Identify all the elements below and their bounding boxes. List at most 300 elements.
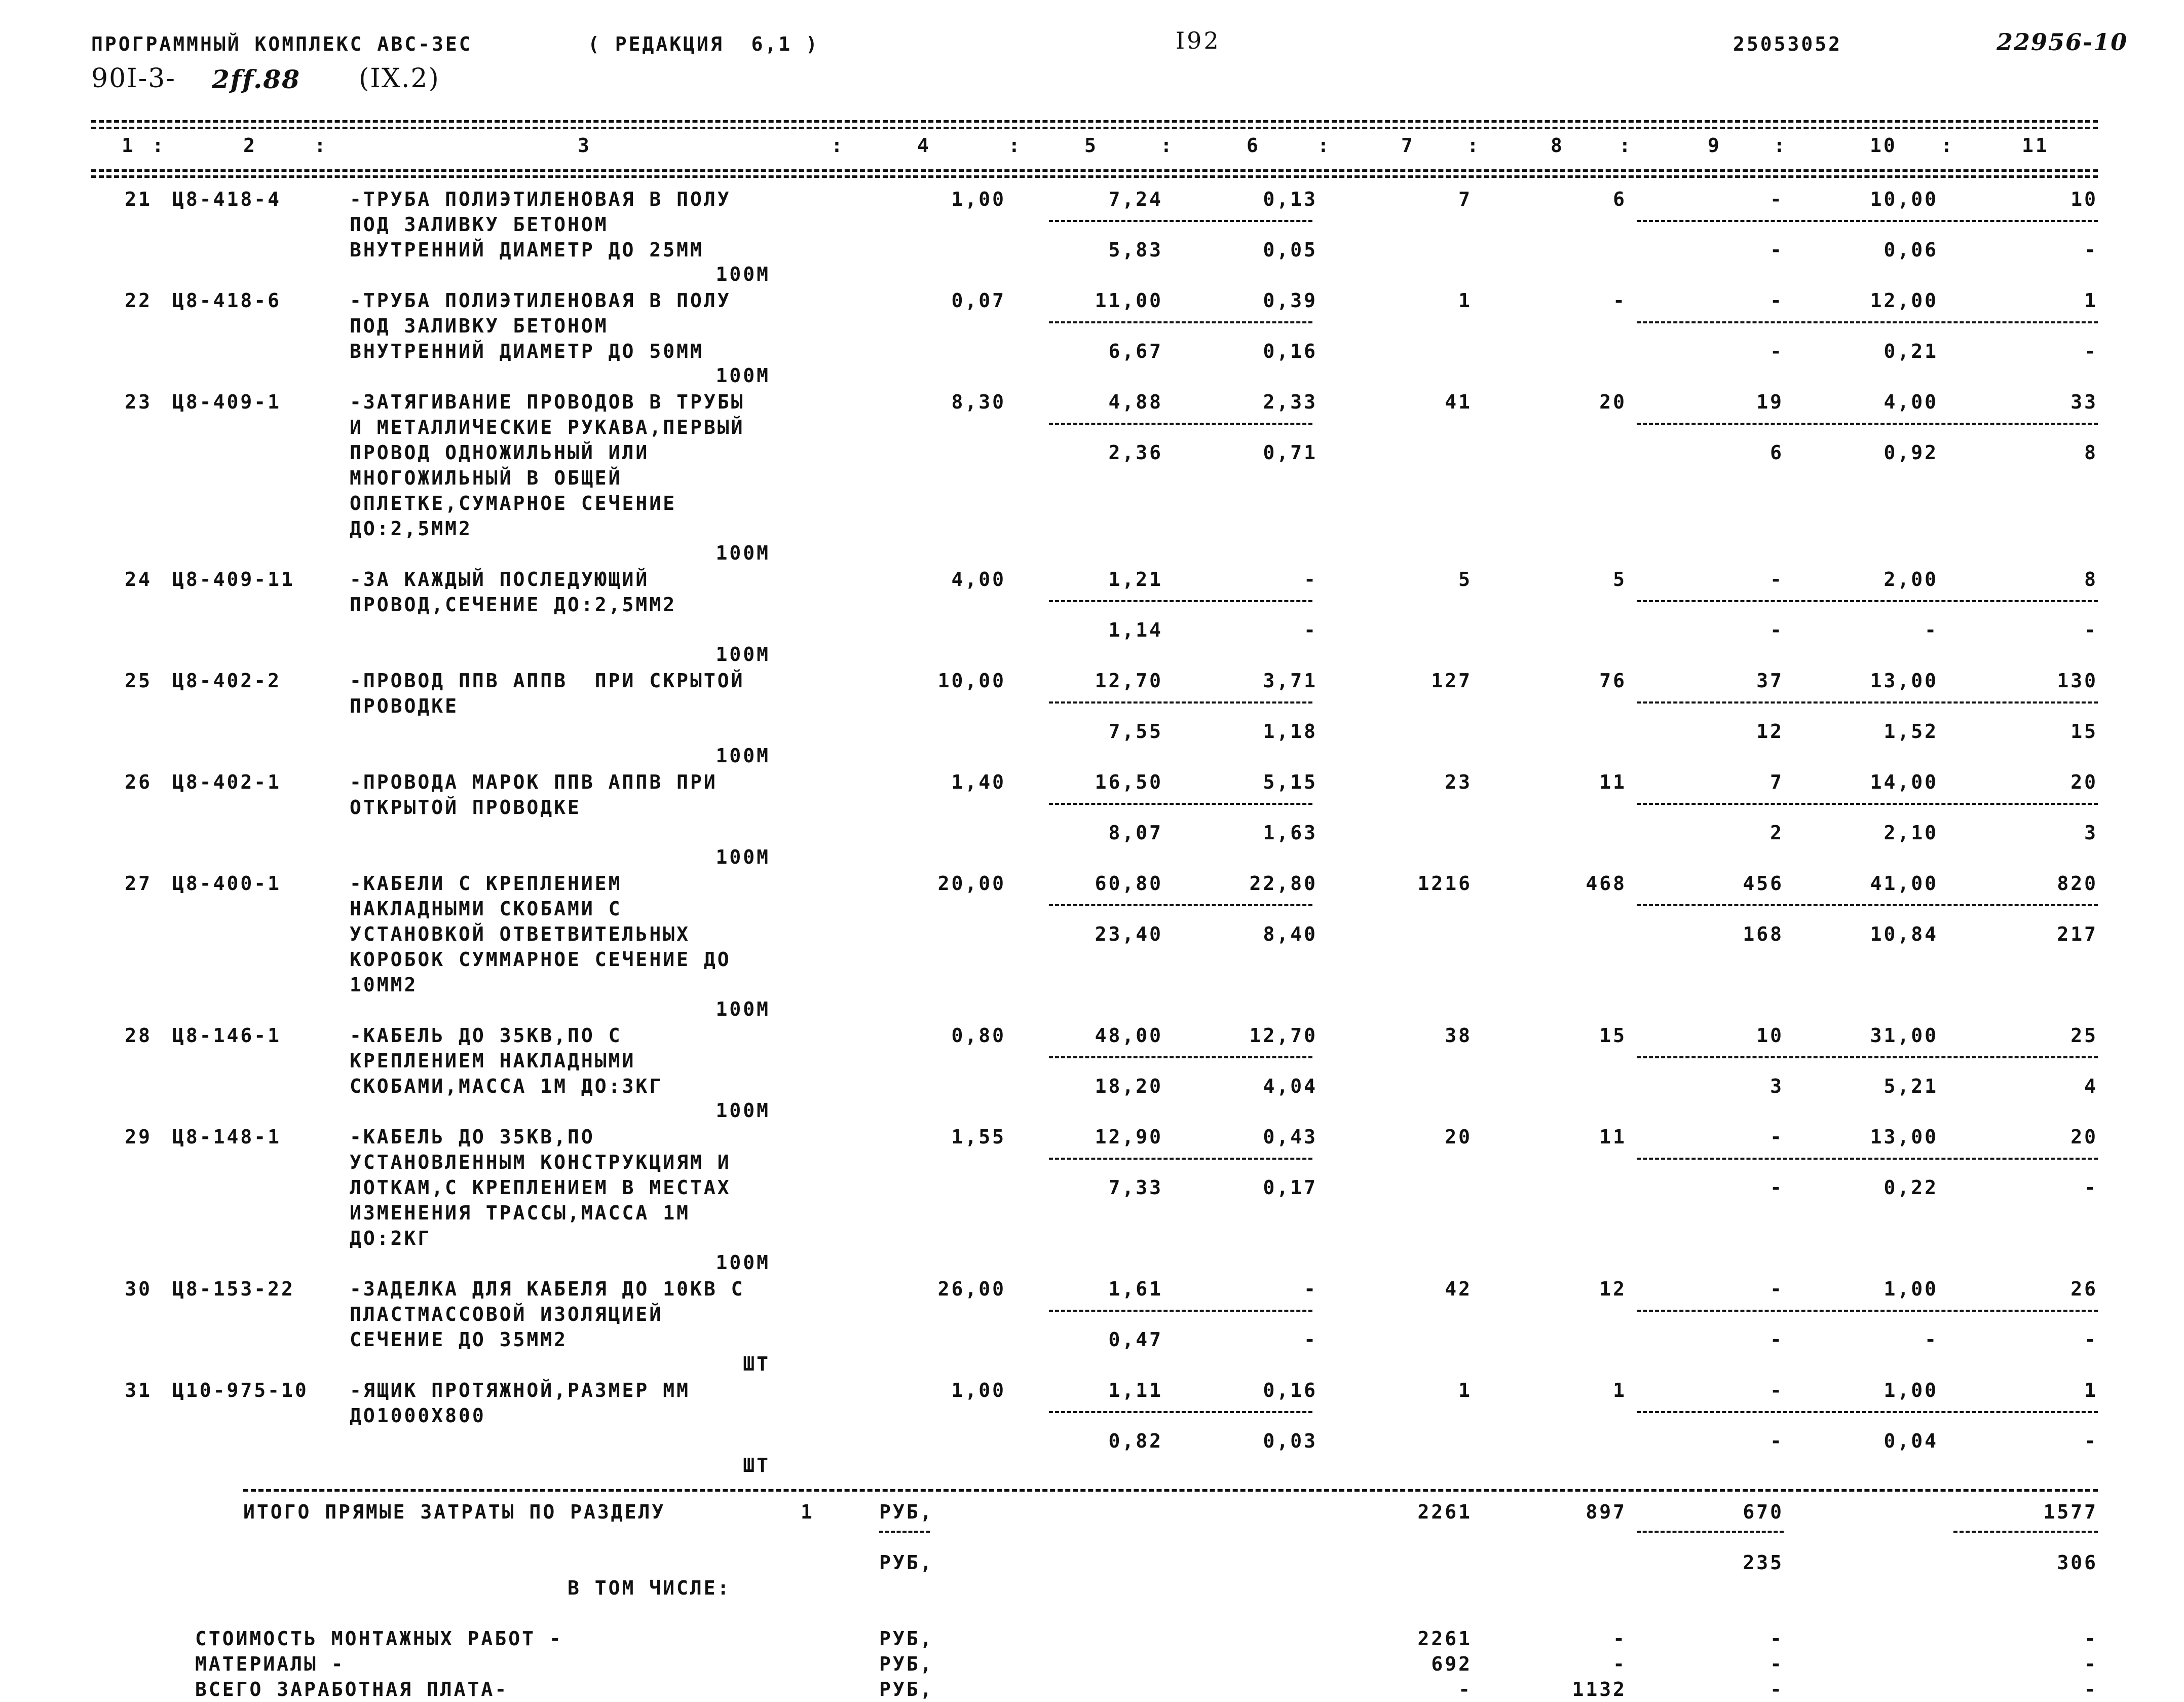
breakdown-machines: - (1770, 1678, 1784, 1700)
quantity: 0,07 (951, 289, 1006, 312)
project-number: 90I-3- (91, 63, 176, 94)
c9-value: - (1770, 568, 1784, 590)
row-number: 31 (125, 1379, 152, 1401)
work-description: ПРОВОДКЕ (350, 695, 459, 717)
c11-subvalue: 8 (2084, 441, 2098, 464)
c5-subvalue: 7,33 (1108, 1176, 1163, 1199)
c6-subvalue: 8,40 (1263, 923, 1317, 945)
c11-value: 26 (2070, 1278, 2098, 1300)
row-number: 30 (125, 1278, 152, 1300)
c10-value: 1,00 (1884, 1379, 1938, 1401)
totals-rule (243, 1489, 2098, 1492)
c6-subvalue: - (1304, 1328, 1317, 1351)
header-rule-bottom-2 (91, 175, 2098, 178)
c5-value: 60,80 (1095, 872, 1163, 895)
c6-value: 0,43 (1263, 1126, 1317, 1148)
breakdown-cost: 692 (1431, 1653, 1472, 1675)
work-description: ПОД ЗАЛИВКУ БЕТОНОМ (350, 213, 609, 236)
breakdown-unit: РУБ, (879, 1627, 934, 1650)
c10-subvalue: - (1925, 619, 1938, 641)
subtotal-divider (1049, 423, 1312, 425)
column-separator: : (152, 134, 166, 157)
breakdown-total: - (2084, 1627, 2098, 1650)
column-header-10: 10 (1870, 134, 1897, 157)
program-title: ПРОГРАММНЫЙ КОМПЛЕКС АВС-ЗЕС (91, 33, 473, 55)
cost-labour: 6 (1613, 188, 1627, 210)
c11-value: 820 (2057, 872, 2098, 895)
c9-subvalue: - (1770, 239, 1784, 261)
c6-value: - (1304, 1278, 1317, 1300)
work-description: ИЗМЕНЕНИЯ ТРАССЫ,МАССА 1М (350, 1202, 690, 1224)
c6-subvalue: 0,05 (1263, 239, 1317, 261)
quantity: 1,00 (951, 188, 1006, 210)
quantity: 20,00 (937, 872, 1006, 895)
quantity: 10,00 (937, 670, 1006, 692)
totals-section: 1 (801, 1501, 814, 1523)
column-header-8: 8 (1551, 134, 1564, 157)
subtotal-divider (1637, 1411, 2098, 1413)
c5-value: 7,24 (1108, 188, 1163, 210)
c11-subvalue: 217 (2057, 923, 2098, 945)
subtotal-divider (1637, 904, 2098, 906)
c5-subvalue: 8,07 (1108, 822, 1163, 844)
cost-labour: 468 (1586, 872, 1627, 895)
rate-code: Ц8-148-1 (172, 1126, 282, 1148)
rate-code: Ц8-402-2 (172, 670, 282, 692)
breakdown-label: МАТЕРИАЛЫ - (195, 1653, 345, 1675)
rate-code: Ц8-402-1 (172, 771, 282, 793)
c5-value: 11,00 (1095, 289, 1163, 312)
c11-subvalue: 3 (2084, 822, 2098, 844)
unit-of-measure: 100М (716, 998, 770, 1020)
unit-of-measure: 100М (716, 643, 770, 665)
document-code: 25053052 (1733, 33, 1842, 55)
breakdown-unit: РУБ, (879, 1653, 934, 1675)
c11-value: 10 (2070, 188, 2098, 210)
work-description: ПОД ЗАЛИВКУ БЕТОНОМ (350, 315, 609, 337)
subtotal-divider (1637, 803, 2098, 805)
c6-value: 5,15 (1263, 771, 1317, 793)
subtotal-divider (1049, 1310, 1312, 1312)
quantity: 1,55 (951, 1126, 1006, 1148)
column-separator: : (1317, 134, 1331, 157)
c5-value: 1,21 (1108, 568, 1163, 590)
rate-code: Ц8-400-1 (172, 872, 282, 895)
c5-subvalue: 5,83 (1108, 239, 1163, 261)
subtotal-divider (1637, 1158, 2098, 1160)
breakdown-machines: - (1770, 1653, 1784, 1675)
subtotal-divider (1049, 1411, 1312, 1413)
header-rule-top (91, 120, 2098, 123)
work-description: -ТРУБА ПОЛИЭТИЛЕНОВАЯ В ПОЛУ (350, 188, 731, 210)
row-number: 29 (125, 1126, 152, 1148)
column-separator: : (1941, 134, 1954, 157)
breakdown-cost: - (1458, 1678, 1472, 1700)
c9-value: 7 (1770, 771, 1784, 793)
c5-subvalue: 23,40 (1095, 923, 1163, 945)
quantity: 26,00 (937, 1278, 1006, 1300)
column-header-4: 4 (917, 134, 931, 157)
c10-value: 13,00 (1870, 1126, 1938, 1148)
work-description: СЕЧЕНИЕ ДО 35ММ2 (350, 1328, 568, 1351)
subtotal-divider (1637, 321, 2098, 323)
cost-total: 5 (1458, 568, 1472, 590)
work-description: КОРОБОК СУММАРНОЕ СЕЧЕНИЕ ДО (350, 948, 731, 971)
cost-total: 38 (1445, 1024, 1472, 1047)
totals-cost: 2261 (1417, 1501, 1472, 1523)
c9-value: 10 (1756, 1024, 1784, 1047)
column-separator: : (314, 134, 328, 157)
work-description: -ПРОВОД ППВ АППВ ПРИ СКРЫТОЙ (350, 670, 745, 692)
breakdown-unit: РУБ, (879, 1678, 934, 1700)
work-description: ПРОВОД ОДНОЖИЛЬНЫЙ ИЛИ (350, 441, 650, 464)
work-description: ОПЛЕТКЕ,СУМАРНОЕ СЕЧЕНИЕ (350, 492, 677, 514)
c10-subvalue: 0,06 (1884, 239, 1938, 261)
breakdown-total: - (2084, 1653, 2098, 1675)
work-description: МНОГОЖИЛЬНЫЙ В ОБЩЕЙ (350, 467, 622, 489)
breakdown-machines: - (1770, 1627, 1784, 1650)
c9-subvalue: 3 (1770, 1075, 1784, 1097)
c11-value: 1 (2084, 1379, 2098, 1401)
subtotal-divider (1637, 1531, 1784, 1533)
c6-subvalue: 0,17 (1263, 1176, 1317, 1199)
cost-total: 1216 (1417, 872, 1472, 895)
totals-unit: РУБ, (879, 1551, 934, 1574)
rate-code: Ц10-975-10 (172, 1379, 309, 1401)
totals-machines-wages: 235 (1743, 1551, 1784, 1574)
work-description: -ЗАДЕЛКА ДЛЯ КАБЕЛЯ ДО 10КВ С (350, 1278, 745, 1300)
c6-subvalue: 0,16 (1263, 340, 1317, 362)
cost-total: 7 (1458, 188, 1472, 210)
document-number: 22956-10 (1997, 28, 2128, 56)
unit-of-measure: ШТ (743, 1454, 770, 1476)
page-number: I92 (1176, 27, 1221, 54)
c10-subvalue: 0,21 (1884, 340, 1938, 362)
c9-subvalue: - (1770, 340, 1784, 362)
work-description: -ЗА КАЖДЫЙ ПОСЛЕДУЮЩИЙ (350, 568, 650, 590)
c9-value: - (1770, 188, 1784, 210)
c10-subvalue: 10,84 (1870, 923, 1938, 945)
c6-subvalue: 0,03 (1263, 1430, 1317, 1452)
c11-value: 20 (2070, 771, 2098, 793)
column-header-2: 2 (243, 134, 257, 157)
c9-value: - (1770, 289, 1784, 312)
c10-subvalue: - (1925, 1328, 1938, 1351)
subtotal-divider (1049, 701, 1312, 704)
c10-subvalue: 0,04 (1884, 1430, 1938, 1452)
unit-of-measure: 100М (716, 1099, 770, 1122)
work-description: ДО:2,5ММ2 (350, 517, 472, 540)
unit-of-measure: 100М (716, 846, 770, 868)
totals-machines: 670 (1743, 1501, 1784, 1523)
totals-label: ИТОГО ПРЯМЫЕ ЗАТРАТЫ ПО РАЗДЕЛУ (243, 1501, 666, 1523)
subtotal-divider (1049, 600, 1312, 602)
cost-total: 42 (1445, 1278, 1472, 1300)
c5-value: 12,70 (1095, 670, 1163, 692)
c10-subvalue: 2,10 (1884, 822, 1938, 844)
cost-total: 23 (1445, 771, 1472, 793)
including-label: В ТОМ ЧИСЛЕ: (568, 1577, 731, 1599)
c6-value: 22,80 (1249, 872, 1317, 895)
column-separator: : (1774, 134, 1787, 157)
c9-subvalue: 12 (1756, 720, 1784, 743)
quantity: 8,30 (951, 391, 1006, 413)
rate-code: Ц8-409-1 (172, 391, 282, 413)
column-header-5: 5 (1084, 134, 1098, 157)
c10-value: 4,00 (1884, 391, 1938, 413)
work-description: ПРОВОД,СЕЧЕНИЕ ДО:2,5ММ2 (350, 594, 677, 616)
c11-value: 20 (2070, 1126, 2098, 1148)
c11-value: 33 (2070, 391, 2098, 413)
c10-subvalue: 1,52 (1884, 720, 1938, 743)
subtotal-divider (1049, 1158, 1312, 1160)
breakdown-label: ВСЕГО ЗАРАБОТНАЯ ПЛАТА- (195, 1678, 509, 1700)
c11-subvalue: 4 (2084, 1075, 2098, 1097)
quantity: 1,40 (951, 771, 1006, 793)
cost-labour: 11 (1599, 771, 1627, 793)
cost-labour: 76 (1599, 670, 1627, 692)
unit-of-measure: ШТ (743, 1353, 770, 1375)
subtotal-divider (1049, 220, 1312, 222)
c6-subvalue: - (1304, 619, 1317, 641)
work-description: -ТРУБА ПОЛИЭТИЛЕНОВАЯ В ПОЛУ (350, 289, 731, 312)
rate-code: Ц8-418-6 (172, 289, 282, 312)
work-description: ВНУТРЕННИЙ ДИАМЕТР ДО 25ММ (350, 239, 704, 261)
work-description: СКОБАМИ,МАССА 1М ДО:3КГ (350, 1075, 663, 1097)
work-description: -ЯЩИК ПРОТЯЖНОЙ,РАЗМЕР ММ (350, 1379, 690, 1401)
unit-of-measure: 100М (716, 364, 770, 387)
totals-total-wages: 306 (2057, 1551, 2098, 1574)
c10-value: 41,00 (1870, 872, 1938, 895)
c11-subvalue: - (2084, 239, 2098, 261)
work-description: ЛОТКАМ,С КРЕПЛЕНИЕМ В МЕСТАХ (350, 1176, 731, 1199)
c5-subvalue: 6,67 (1108, 340, 1163, 362)
work-description: ПЛАСТМАССОВОЙ ИЗОЛЯЦИЕЙ (350, 1303, 663, 1325)
c5-value: 12,90 (1095, 1126, 1163, 1148)
c10-value: 13,00 (1870, 670, 1938, 692)
c5-subvalue: 0,82 (1108, 1430, 1163, 1452)
c5-subvalue: 2,36 (1108, 441, 1163, 464)
row-number: 25 (125, 670, 152, 692)
cost-labour: 12 (1599, 1278, 1627, 1300)
breakdown-total: - (2084, 1678, 2098, 1700)
c9-subvalue: - (1770, 619, 1784, 641)
column-separator: : (1008, 134, 1022, 157)
c5-subvalue: 18,20 (1095, 1075, 1163, 1097)
unit-of-measure: 100М (716, 1251, 770, 1274)
c9-value: 37 (1756, 670, 1784, 692)
c6-value: 2,33 (1263, 391, 1317, 413)
c6-subvalue: 1,63 (1263, 822, 1317, 844)
totals-labour: 897 (1586, 1501, 1627, 1523)
column-separator: : (1160, 134, 1174, 157)
edition-label: ( РЕДАКЦИЯ 6,1 ) (588, 33, 819, 55)
c11-subvalue: - (2084, 340, 2098, 362)
c9-subvalue: - (1770, 1430, 1784, 1452)
quantity: 1,00 (951, 1379, 1006, 1401)
rate-code: Ц8-153-22 (172, 1278, 295, 1300)
c6-subvalue: 4,04 (1263, 1075, 1317, 1097)
row-number: 21 (125, 188, 152, 210)
cost-total: 41 (1445, 391, 1472, 413)
column-header-3: 3 (578, 134, 591, 157)
subtotal-divider (1049, 321, 1312, 323)
breakdown-labour: - (1613, 1627, 1627, 1650)
c6-value: 0,16 (1263, 1379, 1317, 1401)
subtotal-divider (1637, 701, 2098, 704)
c10-value: 2,00 (1884, 568, 1938, 590)
c6-value: 12,70 (1249, 1024, 1317, 1047)
quantity: 4,00 (951, 568, 1006, 590)
breakdown-labour: 1132 (1572, 1678, 1627, 1700)
rate-code: Ц8-409-11 (172, 568, 295, 590)
breakdown-labour: - (1613, 1653, 1627, 1675)
c10-value: 14,00 (1870, 771, 1938, 793)
work-description: ВНУТРЕННИЙ ДИАМЕТР ДО 50ММ (350, 340, 704, 362)
subtotal-divider (1049, 904, 1312, 906)
project-number-handwritten: 2ff.88 (212, 64, 301, 94)
cost-total: 1 (1458, 289, 1472, 312)
work-description: -ПРОВОДА МАРОК ППВ АППВ ПРИ (350, 771, 718, 793)
cost-labour: 11 (1599, 1126, 1627, 1148)
c9-subvalue: - (1770, 1176, 1784, 1199)
c9-subvalue: 168 (1743, 923, 1784, 945)
c11-value: 130 (2057, 670, 2098, 692)
c5-subvalue: 0,47 (1108, 1328, 1163, 1351)
c6-value: 0,13 (1263, 188, 1317, 210)
work-description: ДО:2КГ (350, 1227, 432, 1249)
c5-subvalue: 7,55 (1108, 720, 1163, 743)
c9-value: - (1770, 1126, 1784, 1148)
c10-subvalue: 0,22 (1884, 1176, 1938, 1199)
c6-value: - (1304, 568, 1317, 590)
cost-total: 127 (1431, 670, 1472, 692)
c5-value: 1,11 (1108, 1379, 1163, 1401)
breakdown-cost: 2261 (1417, 1627, 1472, 1650)
work-description: И МЕТАЛЛИЧЕСКИЕ РУКАВА,ПЕРВЫЙ (350, 416, 745, 438)
cost-total: 1 (1458, 1379, 1472, 1401)
c5-subvalue: 1,14 (1108, 619, 1163, 641)
section-code: (IX.2) (359, 63, 440, 94)
cost-total: 20 (1445, 1126, 1472, 1148)
subtotal-divider (1637, 600, 2098, 602)
c9-subvalue: - (1770, 1328, 1784, 1351)
column-separator: : (1619, 134, 1633, 157)
header-rule-bottom (91, 169, 2098, 172)
c6-subvalue: 1,18 (1263, 720, 1317, 743)
cost-labour: 1 (1613, 1379, 1627, 1401)
work-description: УСТАНОВКОЙ ОТВЕТВИТЕЛЬНЫХ (350, 923, 690, 945)
rate-code: Ц8-418-4 (172, 188, 282, 210)
row-number: 22 (125, 289, 152, 312)
c10-subvalue: 0,92 (1884, 441, 1938, 464)
c11-value: 1 (2084, 289, 2098, 312)
c5-value: 1,61 (1108, 1278, 1163, 1300)
breakdown-label: СТОИМОСТЬ МОНТАЖНЫХ РАБОТ - (195, 1627, 563, 1650)
row-number: 24 (125, 568, 152, 590)
column-header-7: 7 (1401, 134, 1415, 157)
column-header-1: 1 (122, 134, 135, 157)
work-description: -ЗАТЯГИВАНИЕ ПРОВОДОВ В ТРУБЫ (350, 391, 745, 413)
subtotal-divider (1953, 1531, 2098, 1533)
column-header-9: 9 (1708, 134, 1721, 157)
cost-labour: 20 (1599, 391, 1627, 413)
c11-value: 25 (2070, 1024, 2098, 1047)
c6-value: 3,71 (1263, 670, 1317, 692)
c11-subvalue: - (2084, 1430, 2098, 1452)
c5-value: 4,88 (1108, 391, 1163, 413)
c9-value: - (1770, 1278, 1784, 1300)
totals-unit: РУБ, (879, 1501, 934, 1523)
c10-value: 1,00 (1884, 1278, 1938, 1300)
column-header-6: 6 (1247, 134, 1260, 157)
c9-value: 456 (1743, 872, 1784, 895)
totals-total: 1577 (2043, 1501, 2098, 1523)
c6-value: 0,39 (1263, 289, 1317, 312)
c11-subvalue: - (2084, 1328, 2098, 1351)
unit-of-measure: 100М (716, 263, 770, 285)
work-description: УСТАНОВЛЕННЫМ КОНСТРУКЦИЯМ И (350, 1151, 731, 1173)
c5-value: 48,00 (1095, 1024, 1163, 1047)
subtotal-divider (1637, 423, 2098, 425)
c10-subvalue: 5,21 (1884, 1075, 1938, 1097)
header-rule-top-2 (91, 127, 2098, 129)
subtotal-divider (1637, 220, 2098, 222)
subtotal-divider (1049, 1056, 1312, 1058)
cost-labour: - (1613, 289, 1627, 312)
row-number: 27 (125, 872, 152, 895)
c11-subvalue: 15 (2070, 720, 2098, 743)
work-description: НАКЛАДНЫМИ СКОБАМИ С (350, 898, 622, 920)
row-number: 26 (125, 771, 152, 793)
cost-labour: 5 (1613, 568, 1627, 590)
work-description: -КАБЕЛИ С КРЕПЛЕНИЕМ (350, 872, 622, 895)
column-separator: : (1467, 134, 1481, 157)
work-description: -КАБЕЛЬ ДО 35КВ,ПО С (350, 1024, 622, 1047)
subtotal-divider (1637, 1310, 2098, 1312)
row-number: 28 (125, 1024, 152, 1047)
c9-subvalue: 2 (1770, 822, 1784, 844)
c11-subvalue: - (2084, 1176, 2098, 1199)
subtotal-divider (1637, 1056, 2098, 1058)
column-header-11: 11 (2022, 134, 2049, 157)
work-description: ОТКРЫТОЙ ПРОВОДКЕ (350, 796, 581, 819)
column-separator: : (831, 134, 845, 157)
c10-value: 31,00 (1870, 1024, 1938, 1047)
subtotal-divider (879, 1531, 930, 1533)
work-description: КРЕПЛЕНИЕМ НАКЛАДНЫМИ (350, 1050, 636, 1072)
work-description: -КАБЕЛЬ ДО 35КВ,ПО (350, 1126, 595, 1148)
quantity: 0,80 (951, 1024, 1006, 1047)
row-number: 23 (125, 391, 152, 413)
c9-value: - (1770, 1379, 1784, 1401)
c6-subvalue: 0,71 (1263, 441, 1317, 464)
c11-value: 8 (2084, 568, 2098, 590)
cost-labour: 15 (1599, 1024, 1627, 1047)
c11-subvalue: - (2084, 619, 2098, 641)
c10-value: 12,00 (1870, 289, 1938, 312)
c5-value: 16,50 (1095, 771, 1163, 793)
work-description: 10ММ2 (350, 974, 418, 996)
c10-value: 10,00 (1870, 188, 1938, 210)
unit-of-measure: 100М (716, 542, 770, 564)
subtotal-divider (1049, 803, 1312, 805)
c9-subvalue: 6 (1770, 441, 1784, 464)
unit-of-measure: 100М (716, 745, 770, 767)
work-description: ДО1000Х800 (350, 1404, 486, 1427)
c9-value: 19 (1756, 391, 1784, 413)
rate-code: Ц8-146-1 (172, 1024, 282, 1047)
